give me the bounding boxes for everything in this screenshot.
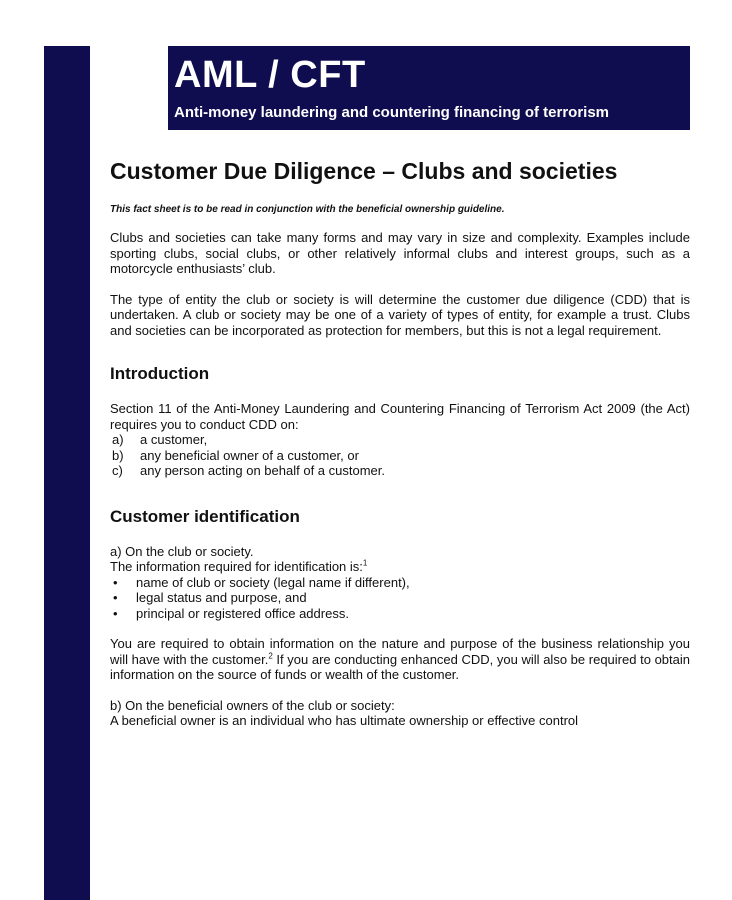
list-item-text: any beneficial owner of a customer, or [140,447,359,463]
heading-customer-identification: Customer identification [110,506,300,526]
banner-subtitle: Anti-money laundering and countering financing of terrorism [174,104,610,121]
paragraph-nature-purpose [110,636,690,683]
list-item-text: legal status and purpose, and [136,590,307,605]
identification-bullets [110,575,690,622]
bullet-icon: • [113,574,118,590]
paragraph-part: If you are conducting enhanced CDD, you will also be required to obtain information on the source of funds or wealth of the customer. [110,651,690,682]
banner-title: AML / CFT [174,54,366,96]
fact-sheet-note: This fact sheet is to be read in conjunction with the beneficial ownership guideline. [110,204,505,215]
list-item-label: c) [112,463,123,478]
list-item [110,590,690,606]
cut-off-line: A beneficial owner is an individual who has ultimate ownership or effective control [110,713,579,728]
paragraph-part: You are required to obtain information on the nature and purpose of the business relationship you will have with the customer. [110,636,690,667]
list-item-label: b) [112,447,124,463]
page-title: Customer Due Diligence – Clubs and societies [110,158,618,184]
document-body [110,158,690,729]
left-sidebar-band [44,46,90,900]
list-item [110,575,690,591]
list-item-text: name of club or society (legal name if different), [136,574,410,590]
list-item-label: a) [112,432,124,447]
paragraph-entity-type: The type of entity the club or society is will determine the customer due diligence (CDD) that is undertaken. A club or society may be one of a variety of types of entity, for example a trust. Clubs and societies can be incorporated as protection for members, but this is not a legal requirement. [110,291,690,338]
bullet-icon: • [113,590,118,605]
list-item [110,606,690,622]
sub-b-label: b) On the beneficial owners of the club or society: [110,697,395,713]
list-item-text: principal or registered office address. [136,605,349,621]
list-item-text: a customer, [140,432,208,447]
list-item [110,432,690,448]
list-item-text: any person acting on behalf of a customer. [140,463,385,478]
paragraph-section-11: Section 11 of the Anti-Money Laundering and Countering Financing of Terrorism Act 2009 (the Act) requires you to conduct CDD on: [110,401,690,432]
sub-a-label: a) On the club or society. [110,543,254,559]
heading-introduction: Introduction [110,364,210,383]
footnote-ref-1: 1 [362,558,368,568]
info-required-line: The information required for identification is: [110,559,363,574]
paragraph-forms: Clubs and societies can take many forms and may vary in size and complexity. Examples include sporting clubs, social clubs, or other relatively informal clubs and interest groups, such as a motorcycle enthusiasts’ club. [110,230,690,276]
list-item [110,448,690,464]
list-item [110,463,690,479]
cdd-subject-list [110,432,690,479]
sub-a-block [110,544,690,575]
footnote-ref-2: 2 [268,651,273,661]
header-banner [168,46,690,130]
bullet-icon: • [113,605,118,621]
